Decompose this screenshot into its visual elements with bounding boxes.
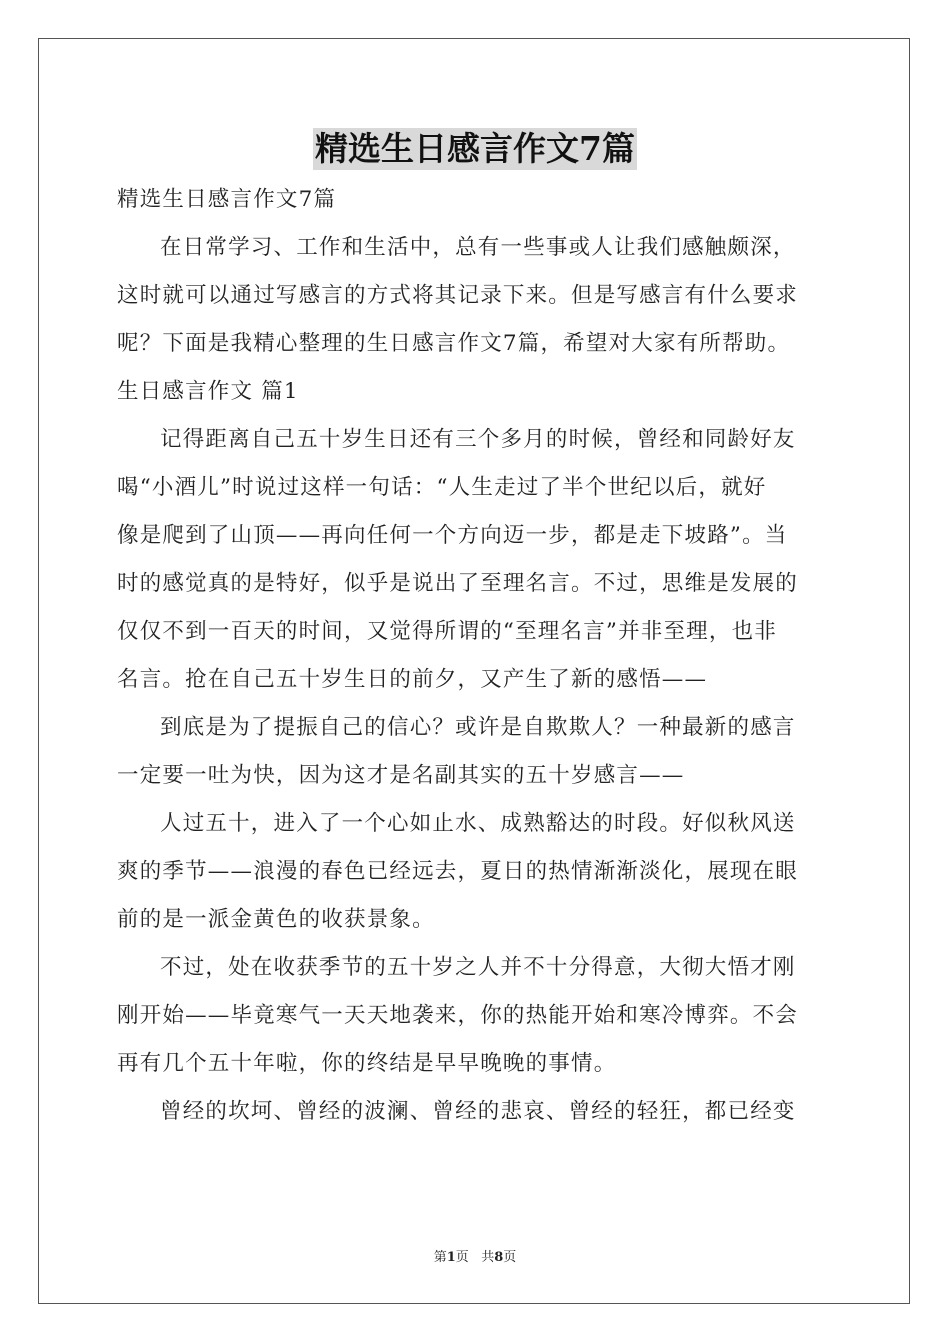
text-line: 人过五十，进入了一个心如止水、成熟豁达的时段。好似秋风送 [160, 811, 796, 836]
text-line: 喝“小酒儿”时说过这样一句话：“人生走过了半个世纪以后，就好 [117, 475, 767, 500]
page-total: 8 [494, 1250, 504, 1265]
text-line: 仅仅不到一百天的时间，又觉得所谓的“至理名言”并非至理，也非 [117, 619, 777, 644]
text-line: 时的感觉真的是特好，似乎是说出了至理名言。不过，思维是发展的 [117, 571, 799, 596]
text-line: 前的是一派金黄色的收获景象。 [117, 907, 435, 932]
text-line: 像是爬到了山顶——再向任何一个方向迈一步，都是走下坡路”。当 [117, 523, 788, 548]
document-body [117, 176, 833, 1136]
text-line: 名言。抢在自己五十岁生日的前夕，又产生了新的感悟—— [117, 667, 708, 692]
text-line: 再有几个五十年啦，你的终结是早早晚晚的事情。 [117, 1051, 617, 1076]
total-suffix: 页 [503, 1250, 517, 1265]
text-line: 不过，处在收获季节的五十岁之人并不十分得意，大彻大悟才刚 [160, 955, 796, 980]
text-line: 到底是为了提振自己的信心？或许是自欺欺人？一种最新的感言 [160, 715, 796, 740]
text-line: 记得距离自己五十岁生日还有三个多月的时候，曾经和同龄好友 [160, 427, 796, 452]
text-line: 生日感言作文 篇1 [117, 379, 299, 404]
title-wrap [0, 128, 950, 170]
text-line: 这时就可以通过写感言的方式将其记录下来。但是写感言有什么要求 [117, 283, 799, 308]
text-line: 一定要一吐为快，因为这才是名副其实的五十岁感言—— [117, 763, 685, 788]
text-line: 精选生日感言作文7篇 [117, 187, 337, 212]
page-current: 1 [446, 1250, 456, 1265]
text-line: 在日常学习、工作和生活中，总有一些事或人让我们感触颇深， [160, 235, 796, 260]
page-footer [0, 1246, 950, 1265]
document-title: 精选生日感言作文7篇 [315, 129, 635, 168]
page-suffix: 页 [455, 1250, 469, 1265]
text-line: 爽的季节——浪漫的春色已经远去，夏日的热情渐渐淡化，展现在眼 [117, 859, 799, 884]
total-prefix: 共 [481, 1250, 495, 1265]
page-prefix: 第 [433, 1250, 447, 1265]
text-line: 曾经的坎坷、曾经的波澜、曾经的悲哀、曾经的轻狂，都已经变 [160, 1099, 796, 1124]
text-line: 刚开始——毕竟寒气一天天地袭来，你的热能开始和寒冷博弈。不会 [117, 1003, 799, 1028]
text-line: 呢？下面是我精心整理的生日感言作文7篇，希望对大家有所帮助。 [117, 331, 791, 356]
